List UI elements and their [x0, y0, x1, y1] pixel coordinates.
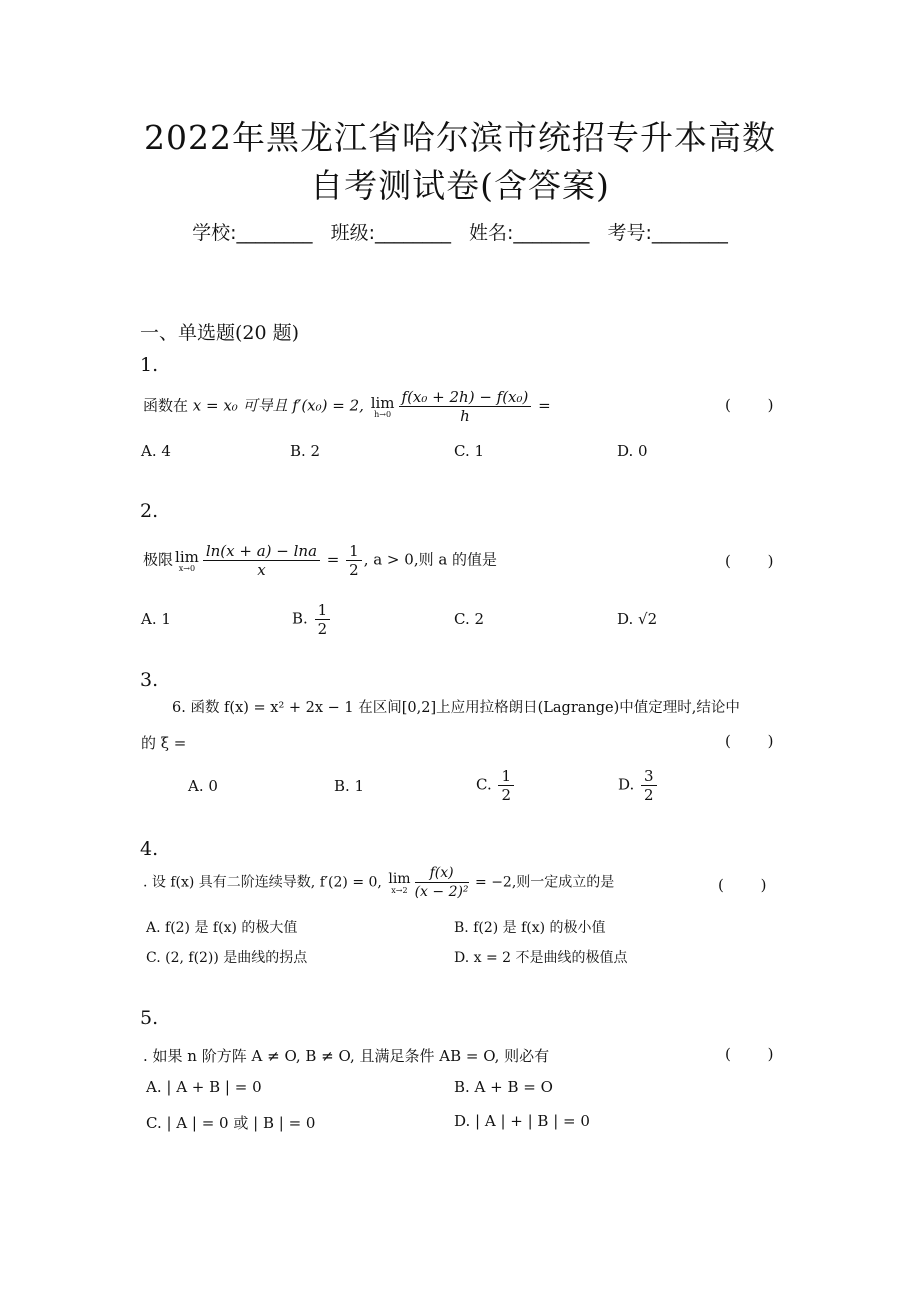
q4-limit: [388, 871, 410, 895]
exam-number-field: 考号:________: [607, 222, 728, 244]
question-1-stem: [143, 388, 551, 425]
question-4-stem: [143, 864, 614, 901]
q4-lim-sub: x→2: [391, 885, 408, 895]
q1-option-c: C. 1: [454, 442, 485, 460]
q1-stem-end: =: [533, 396, 551, 415]
q1-stem-prefix: 函数在: [143, 396, 189, 415]
name-field: 姓名:________: [469, 222, 590, 244]
q5-option-c: C. | A | = 0 或 | B | = 0: [146, 1114, 316, 1132]
class-field: 班级:________: [330, 222, 451, 244]
q3-option-d-fraction: [641, 767, 657, 804]
q1-fraction: [399, 388, 532, 425]
question-3-stem-line1: 6. 函数 f(x) = x² + 2x − 1 在区间[0,2]上应用拉格朗日(Lagrange)中值定理时,结论中: [172, 700, 740, 716]
question-1-number: 1.: [140, 354, 159, 376]
q1-lim-word: lim: [370, 393, 395, 412]
q1-lim-sub: h→0: [374, 409, 392, 419]
q2-option-b: [292, 601, 332, 638]
q4-option-d: D. x = 2 不是曲线的极值点: [454, 950, 628, 966]
q4-frac-den: (x − 2)²: [414, 884, 469, 900]
q5-option-d: D. | A | + | B | = 0: [454, 1112, 590, 1130]
question-3-stem-line2: 的 ξ =: [141, 734, 187, 752]
q2-half-den: 2: [349, 561, 359, 579]
q1-limit: [371, 395, 395, 419]
q3-option-d-num: 3: [641, 767, 657, 786]
q3-option-d-label: D.: [618, 775, 640, 794]
q1-option-d: D. 0: [617, 442, 648, 460]
q3-option-c-num: 1: [498, 767, 514, 786]
q2-frac-num: ln(x + a) − lna: [203, 542, 320, 561]
q2-option-b-fraction: [315, 601, 331, 638]
q2-stem-prefix: 极限: [143, 550, 174, 569]
question-5-number: 5.: [140, 1007, 159, 1029]
question-2-number: 2.: [140, 500, 159, 522]
q3-option-b: B. 1: [334, 777, 365, 795]
question-4-answer-blank: ( ): [718, 876, 783, 894]
q1-option-b: B. 2: [290, 442, 321, 460]
question-1-answer-blank: ( ): [725, 396, 790, 414]
q4-frac-num: f(x): [415, 864, 469, 883]
q4-stem-prefix: . 设 f(x) 具有二阶连续导数, f′(2) = 0,: [143, 874, 387, 891]
q3-option-d-den: 2: [644, 786, 654, 804]
question-5-answer-blank: ( ): [725, 1045, 790, 1063]
q2-lim-word: lim: [175, 547, 199, 566]
q4-stem-end: = −2,则一定成立的是: [470, 874, 615, 891]
q1-option-a: A. 4: [141, 442, 171, 460]
q2-option-d: D. √2: [617, 610, 658, 628]
q1-frac-num: f(x₀ + 2h) − f(x₀): [399, 388, 532, 407]
q2-option-b-label: B.: [292, 609, 313, 628]
q3-option-c-label: C.: [476, 775, 497, 794]
q2-stem-end: , a > 0,则 a 的值是: [363, 550, 498, 569]
q3-option-c-den: 2: [501, 786, 512, 804]
q4-lim-word: lim: [388, 870, 411, 887]
question-2-answer-blank: ( ): [725, 552, 790, 570]
question-3-number: 3.: [140, 669, 159, 691]
q3-option-c: [476, 767, 516, 804]
exam-title-line2: 自考测试卷(含答案): [310, 166, 610, 205]
q2-half: [346, 542, 362, 579]
q3-option-d: [618, 767, 659, 804]
question-3-answer-blank: ( ): [725, 732, 790, 750]
q5-option-a: A. | A + B | = 0: [146, 1078, 262, 1096]
q5-option-b: B. A + B = O: [454, 1078, 553, 1096]
q2-lim-sub: x→0: [178, 563, 196, 573]
exam-title-line1: 2022年黑龙江省哈尔滨市统招专升本高数: [144, 118, 776, 157]
school-field: 学校:________: [192, 222, 313, 244]
q1-stem-mid: x = x₀ 可导且 f′(x₀) = 2,: [188, 396, 369, 415]
question-2-stem: [143, 542, 497, 579]
q2-option-b-num: 1: [315, 601, 331, 620]
q2-option-c: C. 2: [454, 610, 485, 628]
q2-limit: [175, 549, 199, 573]
q2-fraction: [203, 542, 320, 579]
q2-option-b-den: 2: [317, 620, 328, 638]
q4-option-b: B. f(2) 是 f(x) 的极小值: [454, 920, 606, 936]
q4-option-a: A. f(2) 是 f(x) 的极大值: [146, 920, 298, 936]
q2-eq: =: [322, 550, 345, 569]
q4-fraction: [415, 864, 469, 901]
q3-option-a: A. 0: [188, 777, 218, 795]
q3-option-c-fraction: [498, 767, 514, 804]
student-info-row: [0, 218, 920, 245]
question-4-number: 4.: [140, 838, 159, 860]
q2-half-num: 1: [346, 542, 362, 561]
q4-option-c: C. (2, f(2)) 是曲线的拐点: [146, 950, 308, 966]
section-title: 一、单选题(20 题): [140, 322, 300, 344]
q1-frac-den: h: [460, 407, 470, 425]
question-5-stem: . 如果 n 阶方阵 A ≠ O, B ≠ O, 且满足条件 AB = O, 则必有: [143, 1047, 550, 1065]
q2-option-a: A. 1: [141, 610, 171, 628]
q2-frac-den: x: [257, 561, 266, 579]
